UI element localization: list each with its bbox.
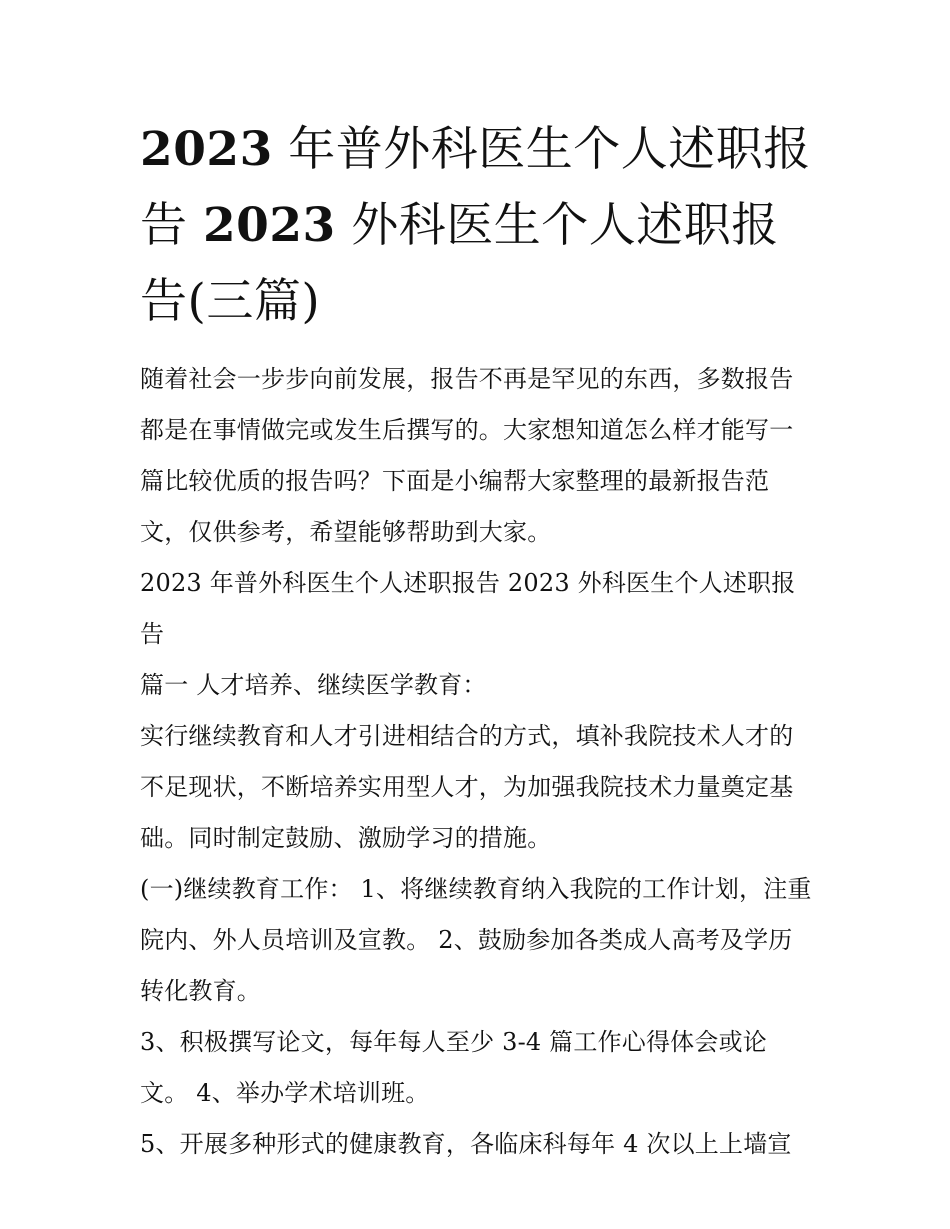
title-year-2: 2023	[202, 198, 336, 253]
body-paragraph: 实行继续教育和人才引进相结合的方式，填补我院技术人才的不足现状，不断培养实用型人才，为加强我院技术力量奠定基础。同时制定鼓励、激励学习的措施。	[140, 722, 794, 852]
title-text-1: 年普外科医生个人述职报告	[140, 122, 811, 253]
body-paragraph: 3、积极撰写论文，每年每人至少 3-4 篇工作心得体会或论文。 4、举办学术培训班。	[140, 1028, 767, 1107]
chapter-heading: 篇一 人才培养、继续医学教育：	[140, 671, 487, 699]
section-heading: 2023 年普外科医生个人述职报告 2023 外科医生个人述职报告	[140, 569, 796, 648]
body-paragraph: 5、开展多种形式的健康教育，各临床科每年 4 次以上上墙宣	[140, 1130, 792, 1158]
document-page	[140, 112, 812, 1170]
title-year-1: 2023	[140, 122, 273, 177]
title-text-2: 外科医生个人述职报告(三篇)	[140, 198, 779, 329]
body-paragraph: (一)继续教育工作： 1、将继续教育纳入我院的工作计划，注重院内、外人员培训及宣教。 2、鼓励参加各类成人高考及学历转化教育。	[140, 875, 812, 1005]
document-title	[140, 112, 812, 340]
intro-paragraph: 随着社会一步步向前发展，报告不再是罕见的东西，多数报告都是在事情做完或发生后撰写的。大家想知道怎么样才能写一篇比较优质的报告吗？下面是小编帮大家整理的最新报告范文，仅供参考，希望能够帮助到大家。	[140, 365, 794, 546]
